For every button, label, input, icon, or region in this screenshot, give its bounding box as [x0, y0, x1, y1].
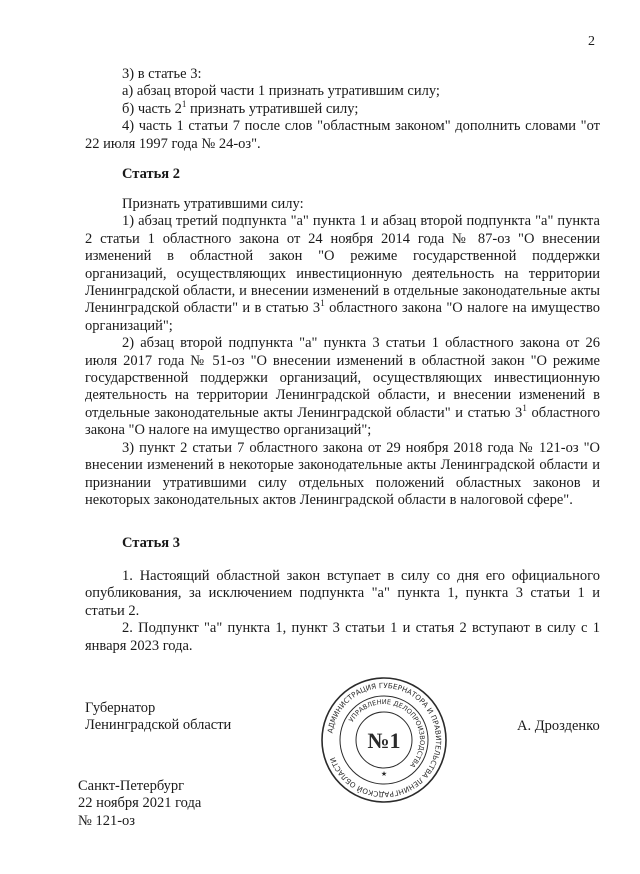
list-item: а) абзац второй части 1 признать утратившим силу; [122, 83, 440, 100]
text-run: 1) абзац третий подпункта "а" пункта 1 и абзац второй подпункта "а" пункта 2 статьи 1 областного закона от 24 ноября 2014 года № 87-оз "О внесении изменений в областной закон "О режиме государственной поддержки организаций, осуществляющих инвестиционную деятельность на территории Ленинградской области, и внесении изменений в отдельные законодательные акты Ленинградской области" и в статью 3 [85, 213, 600, 317]
signatory-name: А. Дрозденко [517, 718, 600, 734]
text-run: 2) абзац второй подпункта "а" пункта 3 статьи 1 областного закона от 26 июля 2017 года № 51-оз "О внесении изменений в областной закон "О режиме государственной поддержки организаций, осуществляющих инвестиционную деятельность на территории Ленинградской области, и внесении изменений в отдельные законодательные акты Ленинградской области" и статью 3 [85, 335, 600, 421]
list-item: 3) в статье 3: [122, 66, 202, 82]
superscript: 1 [522, 403, 527, 414]
text-run: признать утратившей силу; [186, 100, 359, 117]
list-item: 3) пункт 2 статьи 7 областного закона от 29 ноября 2018 года № 121-оз "О внесении изменений в некоторые законодательные акты Ленинградской области и признании утратившими силу отдельных положений областных законов и некоторых законодательных актов Ленинградской области в налоговой сфере". [85, 439, 600, 508]
list-item [85, 98, 600, 118]
list-item [85, 213, 600, 335]
seal-star-icon: ★ [380, 770, 388, 778]
document-footer [78, 778, 201, 830]
article2-heading: Статья 2 [122, 166, 180, 182]
signatory-title-line1: Губернатор [85, 700, 156, 716]
article2-intro: Признать утратившими силу: [122, 196, 304, 212]
date: 22 ноября 2021 года [78, 795, 202, 812]
article3-body [85, 568, 600, 655]
seal-number: №1 [367, 728, 401, 753]
text-run: областного закона "О налоге на имущество организаций"; [85, 404, 600, 439]
seal-inner-textpath: УПРАВЛЕНИЕ ДЕЛОПРОИЗВОДСТВА [347, 697, 427, 770]
superscript: 1 [320, 298, 325, 309]
page-number: 2 [588, 34, 595, 49]
signatory-title-line2: Ленинградской области [85, 717, 232, 734]
seal-outer-textpath: АДМИНИСТРАЦИЯ ГУБЕРНАТОРА И ПРАВИТЕЛЬСТВА ЛЕНИНГРАДСКОЙ ОБЛАСТИ [325, 680, 444, 800]
text-run: б) часть 2 [122, 100, 182, 117]
superscript: 1 [181, 98, 187, 109]
paragraph: 2. Подпункт "а" пункта 1, пункт 3 статьи 1 и статья 2 вступают в силу с 1 января 2023 года. [85, 620, 600, 654]
article3-heading: Статья 3 [122, 535, 180, 551]
list-item: 4) часть 1 статьи 7 после слов "областным законом" дополнить словами "от 22 июля 1997 года № 24-оз". [85, 118, 600, 152]
law-number: № 121-оз [78, 812, 136, 829]
official-seal [320, 676, 448, 804]
text-run: областного закона "О налоге на имущество организаций"; [85, 300, 600, 334]
paragraph: 1. Настоящий областной закон вступает в силу со дня его официального опубликования, за исключением подпункта "а" пункта 1, пункта 3 статьи 1 и статьи 2. [85, 568, 600, 619]
article2-body [85, 196, 600, 509]
article1-continuation [85, 66, 600, 153]
list-item [85, 335, 600, 439]
signatory-title [85, 700, 231, 735]
city: Санкт-Петербург [78, 778, 185, 794]
